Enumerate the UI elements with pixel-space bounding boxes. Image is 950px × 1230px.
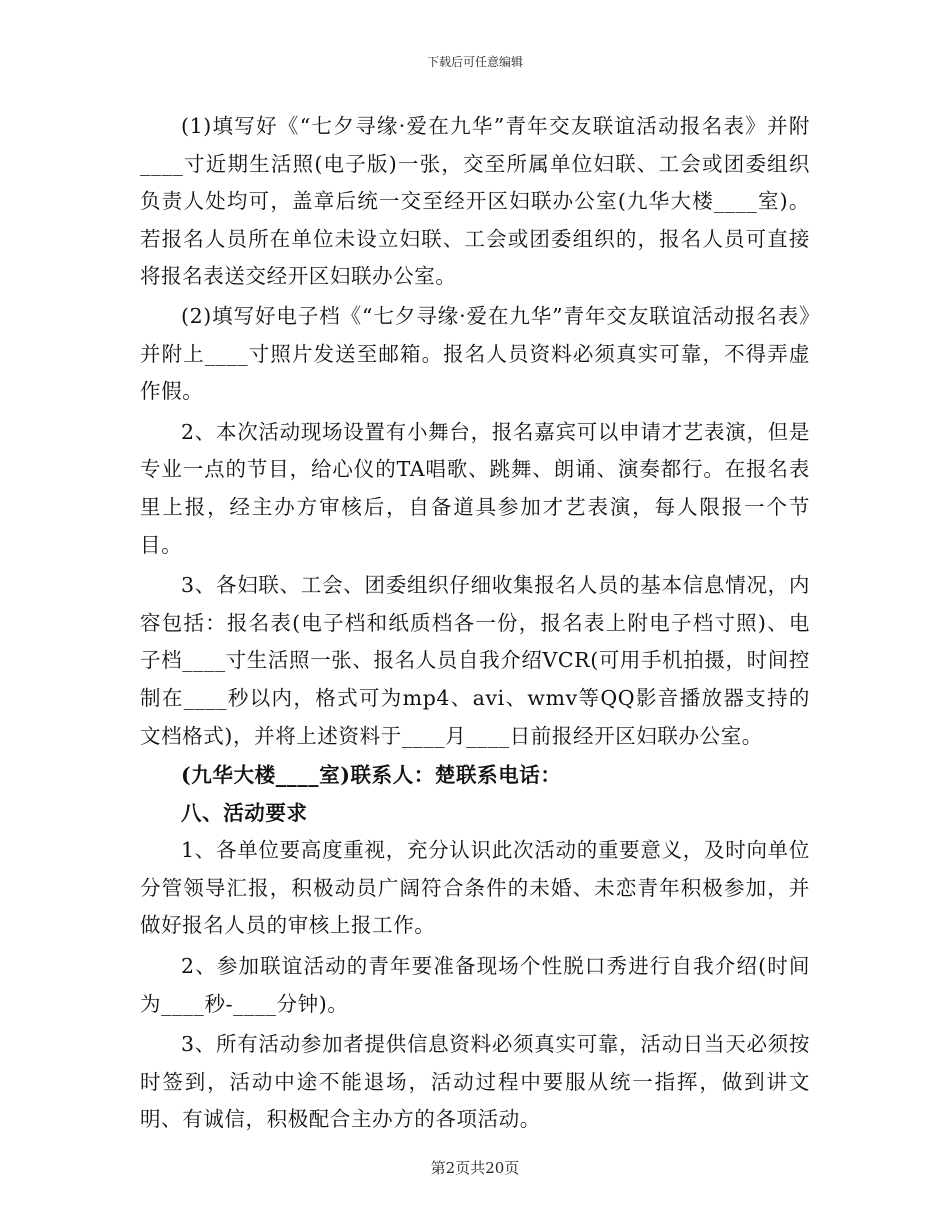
page-header: 下载后可任意编辑 (426, 55, 523, 69)
section-title: 八、活动要求 (181, 800, 308, 825)
paragraph-1-2: (2)填写好电子档《“七夕寻缘·爱在九华”青年交友联谊活动报名表》并附上____寸照片发送至邮箱。报名人员资料必须真实可靠，不得弄虚作假。 (140, 303, 810, 404)
paragraph-3: 3、各妇联、工会、团委组织仔细收集报名人员的基本信息情况，内容包括：报名表(电子档和纸质档各一份，报名表上附电子档寸照)、电子档____寸生活照一张、报名人员自我介绍VCR(可用手机拍摄，时间控制在____秒以内，格式可为mp4、avi、wmv等QQ影音播放器支持的文档格式)，并将上述资料于____月____日前报经开区妇联办公室。 (140, 573, 810, 748)
paragraph-1-1: (1)填写好《“七夕寻缘·爱在九华”青年交友联谊活动报名表》并附____寸近期生活照(电子版)一张，交至所属单位妇联、工会或团委组织负责人处均可，盖章后统一交至经开区妇联办公室(九华大楼____室)。若报名人员所在单位未设立妇联、工会或团委组织的，报名人员可直接将报名表送交经开区妇联办公室。 (140, 114, 810, 289)
requirement-3: 3、所有活动参加者提供信息资料必须真实可靠，活动日当天必须按时签到，活动中途不能退场，活动过程中要服从统一指挥，做到讲文明、有诚信，积极配合主办方的各项活动。 (140, 1032, 810, 1132)
paragraph-2: 2、本次活动现场设置有小舞台，报名嘉宾可以申请才艺表演，但是专业一点的节目，给心仪的TA唱歌、跳舞、朗诵、演奏都行。在报名表里上报，经主办方审核后，自备道具参加才艺表演，每人限报一个节目。 (140, 419, 810, 557)
contact-line: (九华大楼____室)联系人：楚联系电话： (181, 763, 562, 788)
document-body (140, 108, 810, 1139)
page-footer: 第2页共20页 (430, 1159, 520, 1177)
requirement-1: 1、各单位要高度重视，充分认识此次活动的重要意义，及时向单位分管领导汇报，积极动员广阔符合条件的未婚、未恋青年积极参加，并做好报名人员的审核上报工作。 (140, 838, 810, 938)
requirement-2: 2、参加联谊活动的青年要准备现场个性脱口秀进行自我介绍(时间为____秒-____分钟)。 (140, 954, 810, 1016)
